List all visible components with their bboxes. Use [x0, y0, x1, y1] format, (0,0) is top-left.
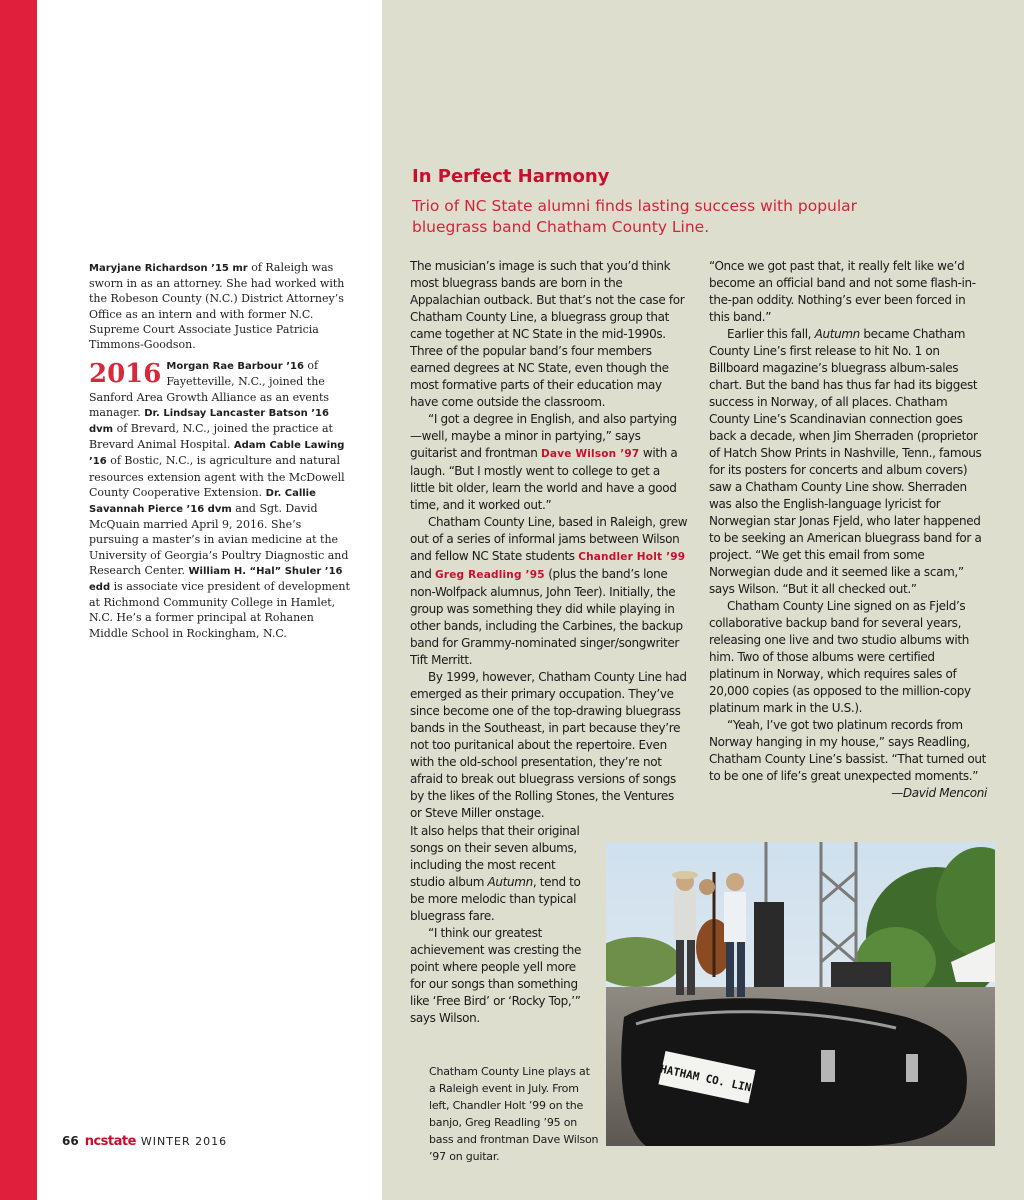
amp-case	[831, 962, 891, 990]
article-headline: In Perfect Harmony	[412, 166, 610, 187]
band-photo	[606, 842, 995, 1146]
class-year-heading: 2016	[89, 359, 162, 390]
alumnus-name: William H. “Hal” Shuler ’16 edd	[89, 565, 343, 594]
alumnus-name-highlight: Greg Readling ’95	[435, 569, 545, 581]
alumnus-name: Adam Cable Lawing ’16	[89, 440, 345, 468]
article-subhead: Trio of NC State alumni finds lasting success with popular bluegrass band Chatham County Line.	[412, 197, 858, 236]
article-paragraph	[410, 823, 588, 925]
photo-caption: Chatham County Line plays at a Raleigh event in July. From left, Chandler Holt ’99 on the banjo, Greg Readling ’95 on bass and frontman Dave Wilson ’97 on guitar.	[429, 1065, 599, 1163]
alumnus-name-highlight: Dave Wilson ’97	[541, 448, 640, 460]
class-note-entry	[89, 260, 354, 352]
paragraph-text: became Chatham County Line’s first release to hit No. 1 on Billboard magazine’s bluegrass album-sales chart. But the band has thus far had its biggest success in Norway, of all places. Chatham County Line’s Scandinavian connection goes back a decade, when Jim Sherraden (proprietor of Hatch Show Prints in Nashville, Tenn., famous for its posters for concerts and album covers) saw a Chatham County Line show. Sherraden was also the English-language lyricist for Norwegian star Jonas Fjeld, who later happened to be seeking an American bluegrass band for a project. “We get this email from some Norwegian dude and it seemed like a scam,” says Wilson. “But it all checked out.”	[709, 327, 982, 596]
red-margin-bar	[0, 0, 37, 1200]
article-paragraph: The musician’s image is such that you’d think most bluegrass bands are born in the Appalachian outback. But that’s not the case for Chatham County Line, a bluegrass group that came together at NC State in the mid-1990s. Three of the popular band’s four members earned degrees at NC State, even though the most formative parts of their education may have come outside the classroom.	[410, 259, 685, 409]
paragraph-text: with a laugh. “But I mostly went to college to get a little bit older, learn the world and have a good time, and it worked out.”	[410, 446, 678, 512]
page-number: 66	[62, 1134, 79, 1148]
album-title: Autumn	[814, 327, 860, 341]
article-column-1-continued	[410, 823, 588, 1027]
article-paragraph	[709, 326, 987, 598]
alumnus-name: Maryjane Richardson ’15 mr	[89, 263, 248, 274]
instrument-case	[621, 998, 967, 1146]
paragraph-text: “I got a degree in English, and also partying—well, maybe a minor in partying,” says guitarist and frontman	[410, 412, 677, 460]
class-note-entry	[89, 358, 354, 641]
alumnus-name: Dr. Callie Savannah Pierce ’16 dvm	[89, 487, 316, 516]
class-note-text: of Fayetteville, N.C., joined the Sanford Area Growth Alliance as an events manager.	[89, 359, 330, 419]
class-note-text: and Sgt. David McQuain married April 9, 2016. She’s pursuing a master’s in avian medicine at the University of Georgia’s Poultry Diagnostic and Research Center.	[89, 502, 349, 577]
article-paragraph: “I think our greatest achievement was cresting the point where people yell more for our songs than something like ‘Free Bird’ or ‘Rocky Top,’” says Wilson.	[410, 926, 582, 1025]
page-footer	[62, 1134, 227, 1149]
case-label: CHATHAM CO. LINE	[652, 1061, 759, 1096]
article-paragraph: Chatham County Line signed on as Fjeld’s collaborative backup band for several years, releasing one live and two studio albums with him. Two of those albums were certified platinum in Norway, which requires sales of 20,000 copies (as opposed to the million-copy platinum mark in the U.S.).	[709, 599, 971, 715]
article-column-2	[709, 258, 987, 802]
paragraph-text: (plus the band’s lone non-Wolfpack alumnus, John Teer). Initially, the group was something they did while playing in other bands, including the Carbines, the backup band for Grammy-nominated singer/songwriter Tift Merritt.	[410, 567, 683, 667]
paragraph-text: Chatham County Line, based in Raleigh, grew out of a series of informal jams between Wilson and fellow NC State students	[410, 515, 688, 563]
class-note-text: of Raleigh was sworn in as an attorney. She had worked with the Robeson County (N.C.) District Attorney’s Office as an intern and with former N.C. Supreme Court Associate Justice Patricia Timmons-Goodson.	[89, 261, 345, 352]
article-paragraph	[709, 717, 987, 800]
article-paragraph	[410, 514, 688, 669]
paragraph-text: , tend to be more melodic than typical bluegrass fare.	[410, 875, 581, 923]
speaker-stack	[754, 902, 784, 997]
alumnus-name: Morgan Rae Barbour ’16	[166, 361, 304, 373]
class-note-text: is associate vice president of development at Richmond Community College in Hamlet, N.C. He’s a former principal at Rohanen Middle School in Rockingham, N.C.	[89, 580, 350, 640]
article-column-1	[410, 258, 688, 822]
class-note-text: of Bostic, N.C., is agriculture and natural resources extension agent with the McDowell County Cooperative Extension.	[89, 454, 345, 499]
alumnus-name-highlight: Chandler Holt ’99	[578, 551, 686, 563]
class-note-text: of Brevard, N.C., joined the practice at Brevard Animal Hospital.	[89, 422, 333, 452]
class-notes-column	[89, 260, 354, 641]
article-paragraph	[410, 411, 688, 514]
issue-label: WINTER 2016	[140, 1135, 228, 1148]
article-paragraph: “Once we got past that, it really felt like we’d become an official band and not some flash-in-the-pan oddity. Nothing’s ever been forced in this band.”	[709, 259, 976, 324]
author-signature: —David Menconi	[891, 786, 987, 800]
paragraph-text: and	[410, 567, 435, 581]
concert-stage-illustration	[606, 842, 995, 1146]
magazine-logo: ncstate	[84, 1134, 136, 1149]
paragraph-text: “Yeah, I’ve got two platinum records from Norway hanging in my house,” says Readling, Chatham County Line’s bassist. “That turned out to be one of life’s great unexpected moments.”	[709, 718, 987, 783]
paragraph-text: Earlier this fall,	[727, 327, 815, 341]
album-title: Autumn	[487, 875, 533, 889]
alumnus-name: Dr. Lindsay Lancaster Batson ’16 dvm	[89, 407, 329, 436]
paragraph-text: It also helps that their original songs on their seven albums, including the most recent studio album	[410, 824, 580, 889]
article-paragraph: By 1999, however, Chatham County Line had emerged as their primary occupation. They’ve since become one of the top-drawing bluegrass bands in the Southeast, in part because they’re not too puritanical about the repertoire. Even with the old-school presentation, they’re not afraid to break out bluegrass versions of songs by the likes of the Rolling Stones, the Ventures or Steve Miller onstage.	[410, 670, 687, 820]
